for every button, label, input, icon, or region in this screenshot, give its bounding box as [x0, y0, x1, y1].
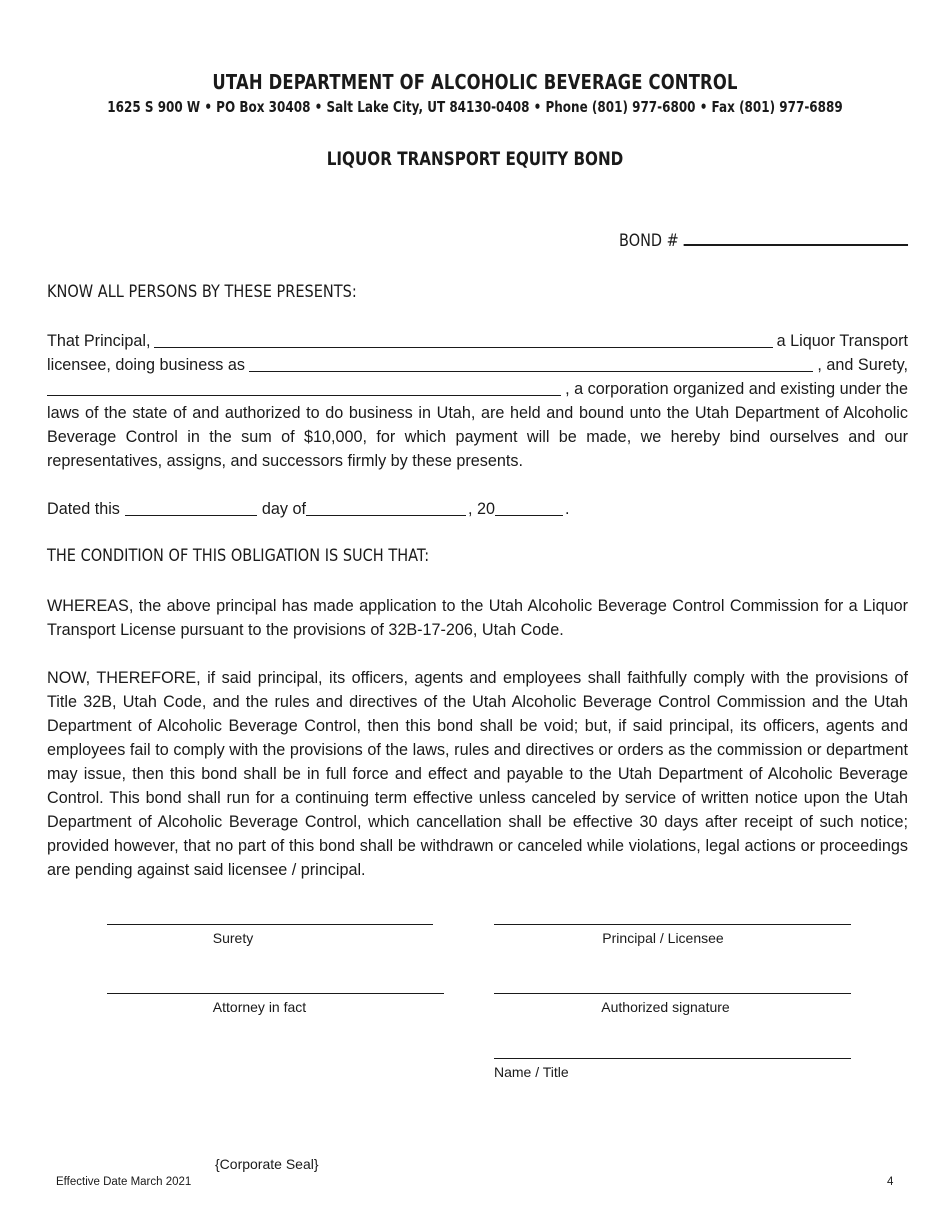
- surety-suffix: , a corporation organized and existing under the: [565, 380, 908, 398]
- dba-line: [47, 353, 908, 377]
- day-blank[interactable]: [125, 501, 257, 516]
- surety-label: Surety: [212, 930, 254, 946]
- page-number: 4: [887, 1176, 894, 1188]
- corporate-seal-label: {Corporate Seal}: [215, 1156, 319, 1172]
- bond-number-field: [619, 230, 908, 251]
- principal-suffix: a Liquor Transport: [776, 332, 908, 350]
- principal-line: [47, 329, 908, 353]
- presents-heading: KNOW ALL PERSONS BY THESE PRESENTS:: [47, 282, 357, 301]
- surety-signature-line[interactable]: [107, 924, 433, 925]
- agency-title: UTAH DEPARTMENT OF ALCOHOLIC BEVERAGE CONTROL: [212, 70, 738, 94]
- attorney-signature-line[interactable]: [107, 993, 444, 994]
- condition-heading: THE CONDITION OF THIS OBLIGATION IS SUCH THAT:: [47, 546, 430, 565]
- dated-prefix: Dated this: [47, 500, 120, 518]
- year-prefix: , 20: [468, 500, 496, 518]
- presents-body: laws of the state of and authorized to do business in Utah, are held and bound unto the Utah Department of Alcoholic Beverage Control in the sum of $10,000, for which payment will be made, we hereby bind ourselves and our representatives, assigns, and successors firmly by these presents.: [47, 404, 908, 470]
- attorney-label: Attorney in fact: [212, 999, 307, 1015]
- principal-signature-line[interactable]: [494, 924, 851, 925]
- year-blank[interactable]: [495, 501, 563, 516]
- surety-name-blank[interactable]: [47, 381, 561, 396]
- dated-end: .: [565, 500, 570, 518]
- month-blank[interactable]: [306, 501, 466, 516]
- authorized-signature-line[interactable]: [494, 993, 851, 994]
- bond-number-blank[interactable]: [684, 230, 908, 246]
- name-title-label: Name / Title: [494, 1064, 569, 1080]
- bond-number-label: BOND #: [618, 231, 679, 251]
- document-title: LIQUOR TRANSPORT EQUITY BOND: [326, 148, 624, 170]
- dba-suffix: , and Surety,: [817, 356, 908, 374]
- dba-name-blank[interactable]: [249, 357, 813, 372]
- name-title-line[interactable]: [494, 1058, 851, 1059]
- dated-line: [47, 497, 570, 521]
- whereas-paragraph: WHEREAS, the above principal has made application to the Utah Alcoholic Beverage Control Commission for a Liquor Transport License pursuant to the provisions of 32B-17-206, Utah Code.: [47, 597, 908, 639]
- now-therefore-paragraph: NOW, THEREFORE, if said principal, its officers, agents and employees shall faithfully comply with the provisions of Title 32B, Utah Code, and the rules and directives of the Utah Alcoholic Beverage Control Commission and the Utah Department of Alcoholic Beverage Control, then this bond shall be void; but, if said principal, its officers, agents and employees fail to comply with the provisions of the laws, rules and directives or orders as the commission or department may issue, then this bond shall be in full force and effect and payable to the Utah Department of Alcoholic Beverage Control. This bond shall run for a continuing term effective unless canceled by service of written notice upon the Utah Department of Alcoholic Beverage Control, which cancellation shall be effective 30 days after receipt of such notice; provided however, that no part of this bond shall be withdrawn or canceled while violations, legal actions or proceedings are pending against said licensee / principal.: [47, 669, 908, 879]
- principal-prefix: That Principal,: [47, 332, 151, 350]
- dba-prefix: licensee, doing business as: [47, 356, 245, 374]
- effective-date: Effective Date March 2021: [56, 1176, 192, 1188]
- principal-name-blank[interactable]: [154, 333, 772, 348]
- surety-line: [47, 377, 908, 401]
- authorized-label: Authorized signature: [601, 999, 730, 1015]
- principal-label: Principal / Licensee: [602, 930, 724, 946]
- day-of-label: day of: [261, 500, 306, 518]
- agency-address: 1625 S 900 W • PO Box 30408 • Salt Lake City, UT 84130-0408 • Phone (801) 977-6800 • Fax (801) 977-6889: [107, 98, 843, 116]
